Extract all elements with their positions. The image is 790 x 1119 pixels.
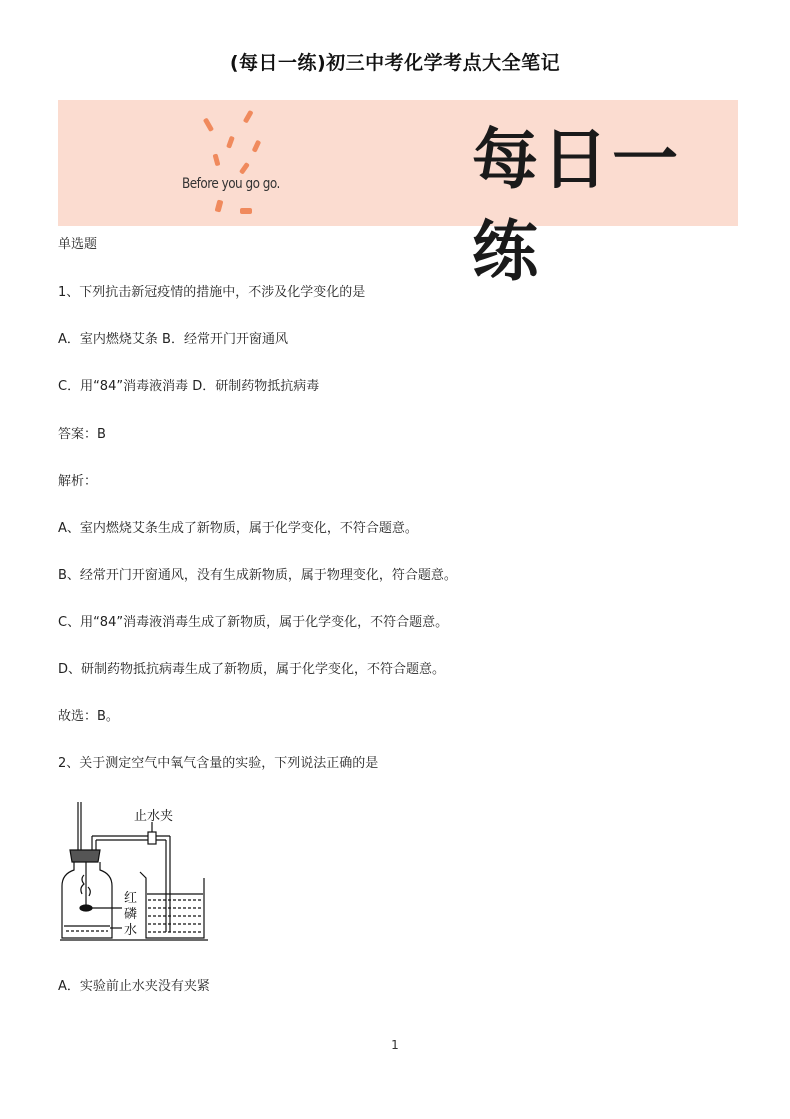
decorative-strokes [198,100,268,226]
banner-title: 每日一练 [472,121,682,290]
label-red: 红 [124,891,138,906]
q1-conclusion: 故选：B。 [58,709,119,724]
label-water: 水 [124,923,138,938]
q2-option-a: A．实验前止水夹没有夹紧 [58,979,210,994]
q1-analysis-d: D、研制药物抵抗病毒生成了新物质，属于化学变化，不符合题意。 [58,662,446,677]
label-clamp: 止水夹 [134,809,174,824]
q1-answer: 答案：B [58,427,106,442]
banner-tagline: Before you go go. [182,176,280,192]
oxygen-experiment-diagram [56,802,212,944]
page-number: 1 [391,1038,399,1052]
q1-analysis-c: C、用“84”消毒液消毒生成了新物质，属于化学变化，不符合题意。 [58,615,449,630]
label-phosphorus: 磷 [124,907,138,922]
q1-options-cd: C．用“84”消毒液消毒 D．研制药物抵抗病毒 [58,379,320,394]
q1-analysis-a: A、室内燃烧艾条生成了新物质，属于化学变化，不符合题意。 [58,521,418,536]
question-1: 1、下列抗击新冠疫情的措施中，不涉及化学变化的是 [58,285,366,300]
q1-options-ab: A．室内燃烧艾条 B．经常开门开窗通风 [58,332,288,347]
page-title: (每日一练)初三中考化学考点大全笔记 [229,52,561,74]
section-label: 单选题 [58,237,98,252]
q1-analysis-b: B、经常开门开窗通风，没有生成新物质，属于物理变化，符合题意。 [58,568,457,583]
q1-analysis-label: 解析： [58,474,98,489]
question-2: 2、关于测定空气中氧气含量的实验，下列说法正确的是 [58,756,379,771]
